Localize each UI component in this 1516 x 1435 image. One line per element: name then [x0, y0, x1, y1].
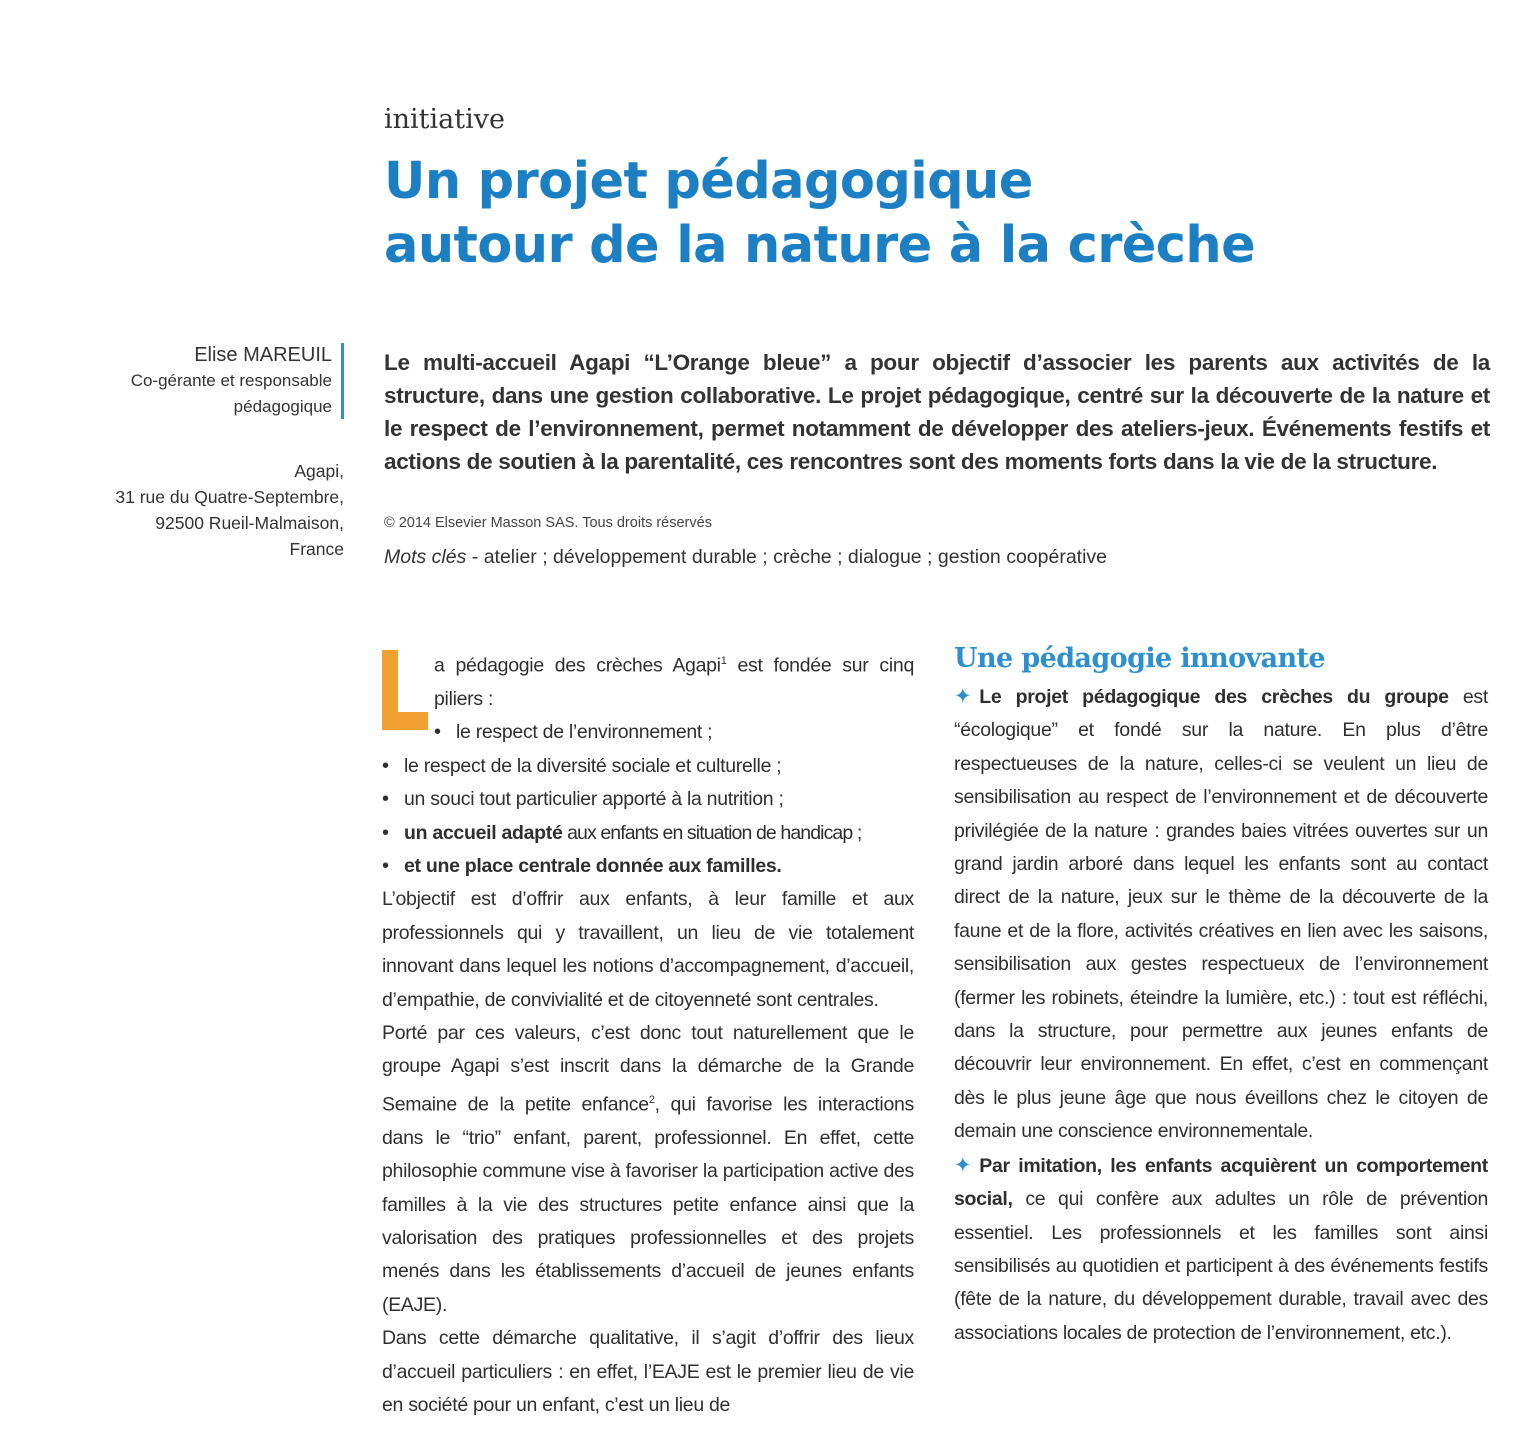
bullet-dot: •: [382, 754, 389, 777]
bullet-dot: •: [434, 721, 441, 744]
paragraph-text: est “écologique” et fondé sur la nature. En plus d’être respectueuses de la nature, celles-ci se veulent un lieu de sensibilisation au respect de l’environnement et de découverte privilégiée de la nature : grandes baies vitrées ouvertes sur un grand jardin arboré dans lequel les enfants sont au contact direct de la nature, jeux sur le thème de la découverte de la faune et de la flore, activités créatives en lien avec les saisons, sensibilisation aux gestes respectueux de l’environnement (fermer les robinets, éteindre la lumière, etc.) : tout est réfléchi, dans la structure, pour permettre aux jeunes enfants de découvrir leur environnement. En effet, c’est en commençant dès le plus jeune âge que nous éveillons chez le citoyen de demain une conscience environnementale.: [954, 686, 1489, 1143]
paragraph: Dans cette démarche qualitative, il s’agit d’offrir des lieux d’accueil particuliers : en effet, l’EAJE est le premier lieu de vie en société pour un enfant, c’est un lieu de: [382, 1327, 914, 1416]
author-role-1: Co-gérante et responsable: [130, 371, 332, 390]
paragraph: [954, 680, 1488, 1149]
address-line-1: Agapi,: [294, 461, 344, 481]
bullet-dot: •: [382, 821, 389, 844]
abstract: Le multi-accueil Agapi “L’Orange bleue” a pour objectif d’associer les parents aux activités de la structure, dans une gestion collaborative. Le projet pédagogique, centré sur la découverte de la nature et le respect de l’environnement, permet notamment de développer des ateliers-jeux. Événements festifs et actions de soutien à la parentalité, ces rencontres sont des moments forts dans la vie de la structure.: [384, 350, 1490, 474]
paragraph-lead: Le projet pédagogique des crèches du groupe: [979, 686, 1449, 708]
bullet-item: [382, 716, 914, 749]
keywords-label: Mots clés: [384, 546, 467, 568]
author-block: [60, 342, 332, 420]
author-divider: [341, 343, 344, 419]
intro-text-b: est fondée sur cinq piliers :: [434, 654, 914, 710]
footnote-2: 2: [648, 1093, 655, 1106]
bullet-text: le respect de la diversité sociale et culturelle ;: [404, 754, 782, 777]
bullet-item: [382, 783, 914, 816]
paragraph: L’objectif est d’offrir aux enfants, à leur famille et aux professionnels qui y travaillent, un lieu de vie totalement innovant dans lequel les notions d’accompagnement, d’accueil, d’empathie, de convivialité et de citoyenneté sont centrales.: [382, 888, 914, 1011]
author-role-2: pédagogique: [233, 397, 332, 416]
keywords-text: - atelier ; développement durable ; crèche ; dialogue ; gestion coopérative: [466, 546, 1108, 568]
paragraph-lead: Par imitation, les enfants acquièrent un comportement social,: [954, 1154, 1488, 1211]
star-icon: ✦: [954, 685, 972, 708]
column-1: [382, 645, 914, 1422]
paragraph: [954, 1149, 1488, 1350]
article-title: [384, 150, 1384, 278]
author-name: Elise MAREUIL: [194, 344, 332, 366]
keywords: [384, 546, 1107, 569]
paragraph-text-a: Porté par ces valeurs, c’est donc tout naturellement que le groupe Agapi s’est inscrit dans la démarche de la Grande Semaine de la petite enfance: [382, 1021, 914, 1116]
bullet-bold: et une place centrale donnée aux familles.: [404, 854, 782, 877]
address-line-3: 92500 Rueil-Malmaison,: [155, 513, 344, 533]
address-line-2: 31 rue du Quatre-Septembre,: [115, 487, 344, 507]
copyright: © 2014 Elsevier Masson SAS. Tous droits réservés: [384, 515, 712, 531]
bullet-dot: •: [382, 788, 389, 811]
intro-text-a: a pédagogie des crèches Agapi: [434, 654, 721, 677]
column-2: [954, 640, 1488, 1350]
bullet-item: [382, 817, 914, 850]
bullet-item: [382, 750, 914, 783]
title-line-1: Un projet pédagogique: [384, 152, 1033, 211]
bullet-text: aux enfants en situation de handicap ;: [562, 821, 862, 844]
bullet-text: un souci tout particulier apporté à la nutrition ;: [404, 788, 784, 811]
author-address: [60, 458, 344, 562]
bullet-item: [382, 850, 914, 883]
bullet-bold: un accueil adapté: [404, 821, 563, 844]
paragraph: [382, 1017, 914, 1322]
footnote-1: 1: [720, 655, 727, 667]
paragraph-text-b: , qui favorise les interactions dans le “trio” enfant, parent, professionnel. En effet, cette philosophie commune vise à favoriser la participation active des familles à la vie des structures petite enfance ainsi que la valorisation des pratiques professionnelles et des projets menés dans les établissements d’accueil de jeunes enfants (EAJE).: [382, 1093, 914, 1316]
section-heading: Une pédagogie innovante: [954, 643, 1325, 674]
address-line-4: France: [289, 539, 344, 559]
star-icon: ✦: [954, 1153, 972, 1177]
title-line-2: autour de la nature à la crèche: [384, 216, 1256, 275]
paragraph-text: ce qui confère aux adultes un rôle de prévention essentiel. Les professionnels et les familles sont ainsi sensibilisés au quotidien et participent à des événements festifs (fête de la nature, du développement durable, travail avec des associations locales de protection de l’environnement, etc.).: [954, 1188, 1488, 1344]
rubric-label: initiative: [384, 104, 505, 135]
bullet-dot: •: [382, 854, 389, 877]
bullet-text: le respect de l’environnement ;: [456, 721, 713, 744]
intro-paragraph: [382, 645, 914, 716]
